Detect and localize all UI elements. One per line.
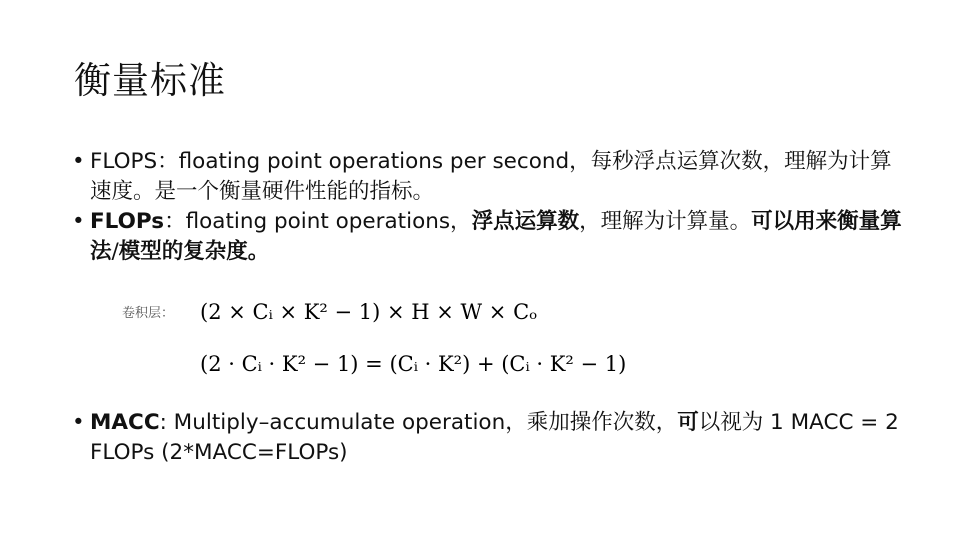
flops-count-definition-e: / <box>111 239 119 264</box>
macc-definition-b: 可 <box>677 410 699 435</box>
bullet-dot-icon: • <box>72 209 85 234</box>
bullet-flops-speed <box>72 147 902 207</box>
flops-definition: ：floating point operations per second，每秒浮点运算次数，理解为计算速度。是一个衡量硬件性能的指标。 <box>90 149 892 204</box>
conv-formula-image <box>118 298 678 390</box>
bullet-list <box>72 147 902 267</box>
flops-count-definition-b: 浮点运算数 <box>471 209 580 234</box>
term-macc: MACC <box>90 410 160 435</box>
bullet-macc-item <box>72 408 902 468</box>
conv-layer-label: 卷积层： <box>122 306 175 321</box>
flops-count-definition-c: ，理解为计算量。 <box>579 209 752 234</box>
term-flops-count: FLOPs <box>90 209 165 234</box>
flops-count-definition-d: 可以用来衡量算法 <box>90 209 902 264</box>
formula-line-2: (2 · Cᵢ · K² − 1) = (Cᵢ · K²) + (Cᵢ · K² − 1) <box>200 352 627 376</box>
flops-count-definition-f: 模型的复杂度。 <box>118 239 270 264</box>
bullet-dot-icon: • <box>72 410 85 435</box>
macc-definition-c: 以视为 1 MACC = 2 FLOPs (2*MACC=FLOPs) <box>90 410 899 465</box>
formula-line-1: (2 × Cᵢ × K² − 1) × H × W × Cₒ <box>200 300 538 324</box>
term-flops: FLOPS <box>90 149 158 174</box>
macc-definition-a: : Multiply–accumulate operation，乘加操作次数， <box>159 410 678 435</box>
bullet-dot-icon: • <box>72 149 85 174</box>
flops-count-definition-a: ：floating point operations， <box>164 209 472 234</box>
bullet-macc <box>72 408 902 468</box>
slide-title: 衡量标准 <box>74 59 226 102</box>
bullet-flops-count <box>72 207 902 267</box>
